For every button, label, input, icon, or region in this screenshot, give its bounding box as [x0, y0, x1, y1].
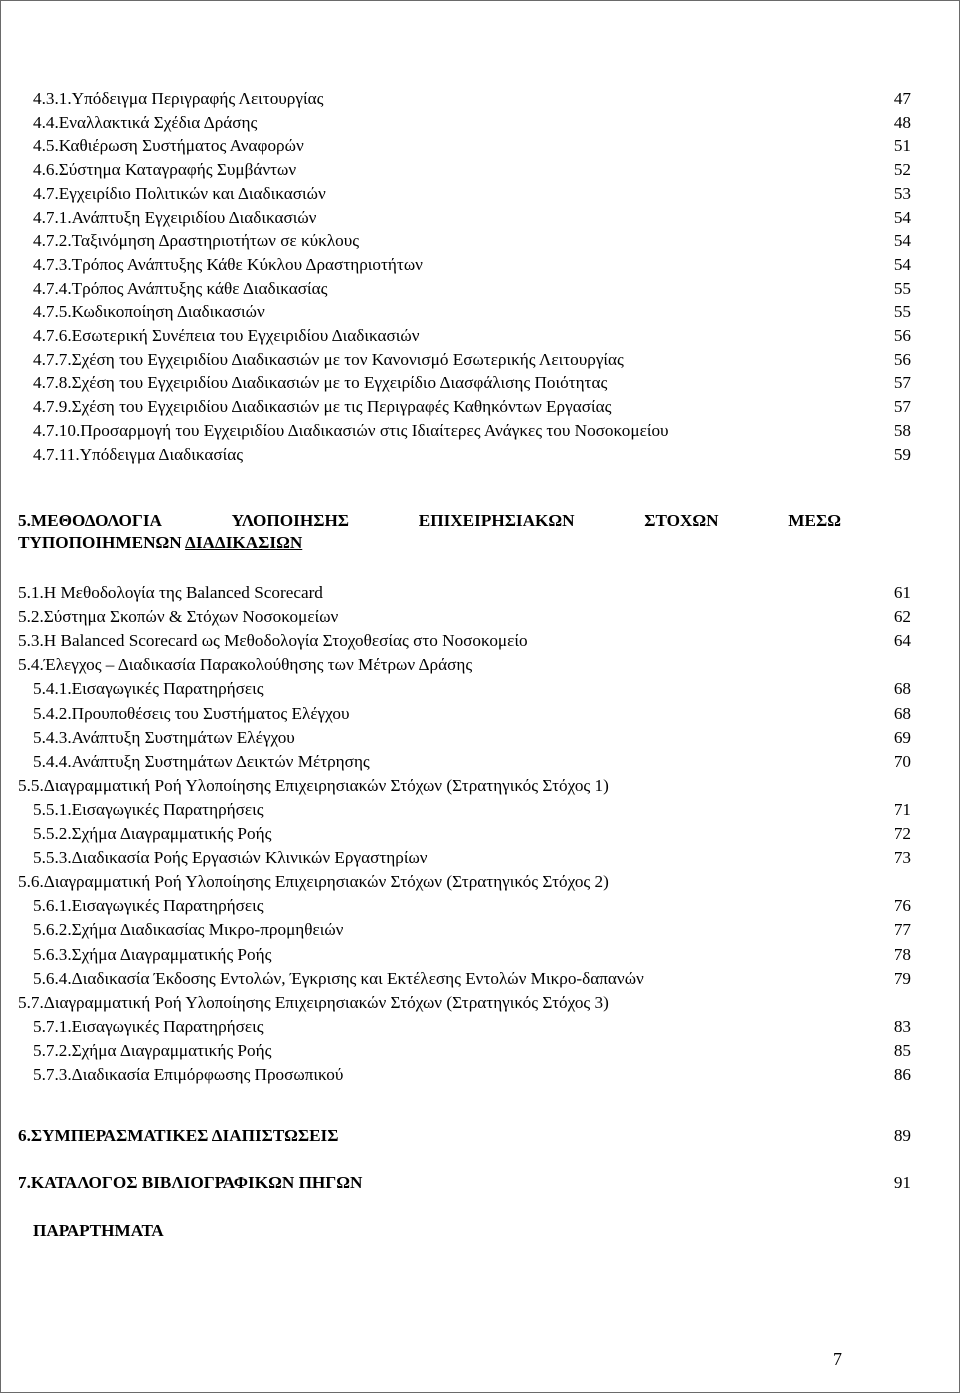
- toc-entry-page: 77: [893, 920, 911, 939]
- toc-entry-page: 54: [893, 255, 911, 274]
- toc-entry-label: 5.6.4.Διαδικασία Έκδοσης Εντολών, Έγκρισης και Εκτέλεσης Εντολών Μικρο-δαπανών: [33, 969, 644, 988]
- section-5-heading-word: ΕΠΙΧΕΙΡΗΣΙΑΚΩΝ: [418, 511, 575, 530]
- toc-entry-label: 4.7.8.Σχέση του Εγχειριδίου Διαδικασιών με το Εγχειρίδιο Διασφάλισης Ποιότητας: [33, 373, 608, 392]
- toc-entry-page: 86: [893, 1065, 911, 1084]
- toc-entry-page: 56: [893, 326, 911, 345]
- section-5-heading-line2: [18, 532, 841, 554]
- toc-entry-label: 4.7.1.Ανάπτυξη Εγχειριδίου Διαδικασιών: [33, 208, 317, 227]
- toc-entry-page: 57: [893, 373, 911, 392]
- toc-entry-page: 73: [893, 848, 911, 867]
- toc-entry-page: 69: [893, 728, 911, 747]
- toc-entry-label: 4.7.5.Κωδικοποίηση Διαδικασιών: [33, 302, 265, 321]
- toc-entry-label: 4.7.3.Τρόπος Ανάπτυξης Κάθε Κύκλου Δραστηριοτήτων: [33, 255, 423, 274]
- toc-entry-label: 5.5.1.Εισαγωγικές Παρατηρήσεις: [33, 800, 264, 819]
- section-5-heading-word: ΥΛΟΠΟΙΗΣΗΣ: [231, 511, 350, 530]
- toc-entry-label: 5.5.2.Σχήμα Διαγραμματικής Ροής: [33, 824, 272, 843]
- page-number: 7: [833, 1349, 842, 1369]
- section-5-heading-word: ΣΤΟΧΩΝ: [644, 511, 719, 530]
- section-5-heading: [18, 510, 841, 554]
- toc-entry-label: 4.7.Εγχειρίδιο Πολιτικών και Διαδικασιών: [33, 184, 326, 203]
- section-5-heading-line2-before: ΤΥΠΟΠΟΙΗΜΕΝΩΝ: [18, 533, 186, 552]
- toc-entry-page: 68: [893, 679, 911, 698]
- section-5-heading-word: ΜΕΣΩ: [788, 511, 841, 530]
- toc-entry-page: 79: [893, 969, 911, 988]
- toc-entry-page: 53: [893, 184, 911, 203]
- toc-entry-page: 47: [893, 89, 911, 108]
- toc-entry-page: 76: [893, 896, 911, 915]
- toc-entry-label: 4.7.9.Σχέση του Εγχειριδίου Διαδικασιών με τις Περιγραφές Καθηκόντων Εργασίας: [33, 397, 612, 416]
- toc-entry-page: 55: [893, 302, 911, 321]
- toc-entry-label: 5.6.3.Σχήμα Διαγραμματικής Ροής: [33, 945, 272, 964]
- toc-entry-label: 5.7.3.Διαδικασία Επιμόρφωσης Προσωπικού: [33, 1065, 344, 1084]
- toc-entry-label: 5.7.Διαγραμματική Ροή Υλοποίησης Επιχειρησιακών Στόχων (Στρατηγικός Στόχος 3): [18, 993, 609, 1012]
- toc-entry-label: 4.5.Καθιέρωση Συστήματος Αναφορών: [33, 136, 304, 155]
- toc-entry-page: 61: [893, 583, 911, 602]
- toc-entry-label: 4.7.7.Σχέση του Εγχειριδίου Διαδικασιών με τον Κανονισμό Εσωτερικής Λειτουργίας: [33, 350, 624, 369]
- toc-entry-label: 5.5.3.Διαδικασία Ροής Εργασιών Κλινικών Εργαστηρίων: [33, 848, 428, 867]
- toc-entry-label: 4.4.Εναλλακτικά Σχέδια Δράσης: [33, 113, 258, 132]
- toc-entry-page: 54: [893, 231, 911, 250]
- toc-entry-label: 5.1.Η Μεθοδολογία της Balanced Scorecard: [18, 583, 323, 602]
- toc-entry-label: 4.7.6.Εσωτερική Συνέπεια του Εγχειριδίου Διαδικασιών: [33, 326, 420, 345]
- toc-entry-label: 4.7.11.Υπόδειγμα Διαδικασίας: [33, 445, 244, 464]
- toc-entry-label: 5.6.Διαγραμματική Ροή Υλοποίησης Επιχειρησιακών Στόχων (Στρατηγικός Στόχος 2): [18, 872, 609, 891]
- toc-entry-page: 83: [893, 1017, 911, 1036]
- toc-entry-label: 4.6.Σύστημα Καταγραφής Συμβάντων: [33, 160, 297, 179]
- toc-entry-label: 5.4.Έλεγχος – Διαδικασία Παρακολούθησης των Μέτρων Δράσης: [18, 655, 473, 674]
- toc-entry-page: 59: [893, 445, 911, 464]
- toc-entry-page: 55: [893, 279, 911, 298]
- section-5-heading-line2-underlined: ΔΙΑΔΙΚΑΣΙΩΝ: [185, 533, 303, 552]
- toc-entry-label: 5.4.4.Ανάπτυξη Συστημάτων Δεικτών Μέτρησης: [33, 752, 370, 771]
- toc-entry-page: 52: [893, 160, 911, 179]
- toc-entry-label: 5.7.2.Σχήμα Διαγραμματικής Ροής: [33, 1041, 272, 1060]
- toc-entry-label: 4.3.1.Υπόδειγμα Περιγραφής Λειτουργίας: [33, 89, 324, 108]
- toc-entry-label: 5.6.2.Σχήμα Διαδικασίας Μικρο-προμηθειών: [33, 920, 344, 939]
- toc-entry-label: 4.7.2.Ταξινόμηση Δραστηριοτήτων σε κύκλους: [33, 231, 360, 250]
- chapter-7-label: 7.ΚΑΤΑΛΟΓΟΣ ΒΙΒΛΙΟΓΡΑΦΙΚΩΝ ΠΗΓΩΝ: [18, 1173, 363, 1192]
- toc-entry-page: 57: [893, 397, 911, 416]
- toc-entry-label: 5.4.1.Εισαγωγικές Παρατηρήσεις: [33, 679, 264, 698]
- chapter-7-page: 91: [893, 1173, 911, 1192]
- toc-entry-page: 48: [893, 113, 911, 132]
- appendix-label: ΠΑΡΑΡΤΗΜΑΤΑ: [33, 1221, 164, 1240]
- toc-entry-label: 4.7.10.Προσαρμογή του Εγχειριδίου Διαδικασιών στις Ιδιαίτερες Ανάγκες του Νοσοκομείου: [33, 421, 669, 440]
- section-5-heading-word: 5.ΜΕΘΟΔΟΛΟΓΙΑ: [18, 511, 162, 530]
- toc-entry-label: 4.7.4.Τρόπος Ανάπτυξης κάθε Διαδικασίας: [33, 279, 328, 298]
- toc-entry-page: 62: [893, 607, 911, 626]
- toc-entry-label: 5.3.Η Balanced Scorecard ως Μεθοδολογία Στοχοθεσίας στο Νοσοκομείο: [18, 631, 528, 650]
- chapter-6-label: 6.ΣΥΜΠΕΡΑΣΜΑΤΙΚΕΣ ΔΙΑΠΙΣΤΩΣΕΙΣ: [18, 1126, 339, 1145]
- toc-entry-page: 56: [893, 350, 911, 369]
- toc-entry-page: 78: [893, 945, 911, 964]
- chapter-6-page: 89: [893, 1126, 911, 1145]
- toc-entry-page: 85: [893, 1041, 911, 1060]
- toc-entry-page: 71: [893, 800, 911, 819]
- toc-entry-label: 5.4.2.Προυποθέσεις του Συστήματος Ελέγχου: [33, 704, 350, 723]
- toc-entry-page: 68: [893, 704, 911, 723]
- toc-entry-label: 5.2.Σύστημα Σκοπών & Στόχων Νοσοκομείων: [18, 607, 339, 626]
- toc-entry-page: 72: [893, 824, 911, 843]
- toc-entry-page: 64: [893, 631, 911, 650]
- toc-entry-page: 51: [893, 136, 911, 155]
- toc-entry-label: 5.4.3.Ανάπτυξη Συστημάτων Ελέγχου: [33, 728, 295, 747]
- toc-entry-label: 5.7.1.Εισαγωγικές Παρατηρήσεις: [33, 1017, 264, 1036]
- toc-entry-page: 58: [893, 421, 911, 440]
- toc-entry-page: 54: [893, 208, 911, 227]
- toc-entry-label: 5.5.Διαγραμματική Ροή Υλοποίησης Επιχειρησιακών Στόχων (Στρατηγικός Στόχος 1): [18, 776, 609, 795]
- section-5-heading-line1: [18, 510, 841, 532]
- toc-entry-label: 5.6.1.Εισαγωγικές Παρατηρήσεις: [33, 896, 264, 915]
- toc-entry-page: 70: [893, 752, 911, 771]
